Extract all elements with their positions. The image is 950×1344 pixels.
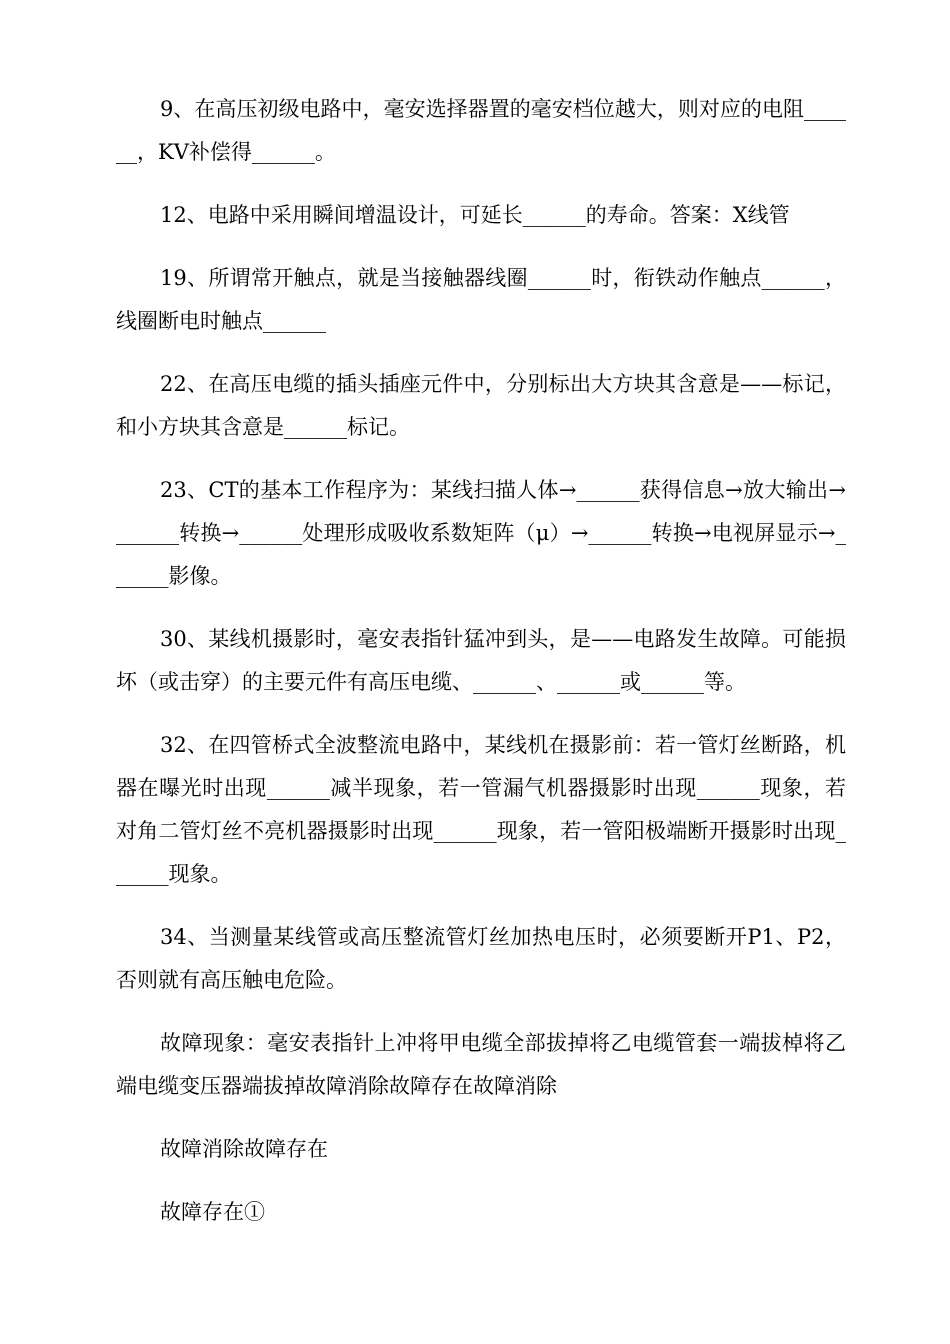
fault-line-2: 故障存在① [160, 1200, 265, 1224]
question-19: 19、所谓常开触点，就是当接触器线圈______时，衔铁动作触点______，线圈断电时触点______ [116, 266, 846, 333]
question-34: 34、当测量某线管或高压整流管灯丝加热电压时，必须要断开P1、P2，否则就有高压触电危险。 [116, 925, 846, 992]
question-23: 23、CT的基本工作程序为：某线扫描人体→______获得信息→放大输出→______转换→______处理形成吸收系数矩阵（μ）→______转换→电视屏显示→______影像。 [116, 478, 846, 588]
fault-line-1: 故障消除故障存在 [160, 1137, 328, 1161]
document-page [116, 88, 846, 1254]
question-12: 12、电路中采用瞬间增温设计，可延长______的寿命。答案：X线管 [160, 203, 790, 227]
question-9: 9、在高压初级电路中，毫安选择器置的毫安档位越大，则对应的电阻______，KV补偿得______。 [116, 97, 846, 164]
question-30: 30、某线机摄影时，毫安表指针猛冲到头，是——电路发生故障。可能损坏（或击穿）的主要元件有高压电缆、______、______或______等。 [116, 627, 846, 694]
fault-phenomenon: 故障现象：毫安表指针上冲将甲电缆全部拔掉将乙电缆管套一端拔棹将乙端电缆变压器端拔掉故障消除故障存在故障消除 [116, 1031, 846, 1098]
question-32: 32、在四管桥式全波整流电路中，某线机在摄影前：若一管灯丝断路，机器在曝光时出现______减半现象，若一管漏气机器摄影时出现______现象，若对角二管灯丝不亮机器摄影时出现______现象，若一管阳极端断开摄影时出现______现象。 [116, 733, 846, 886]
question-22: 22、在高压电缆的插头插座元件中，分别标出大方块其含意是——标记，和小方块其含意是______标记。 [116, 372, 846, 439]
